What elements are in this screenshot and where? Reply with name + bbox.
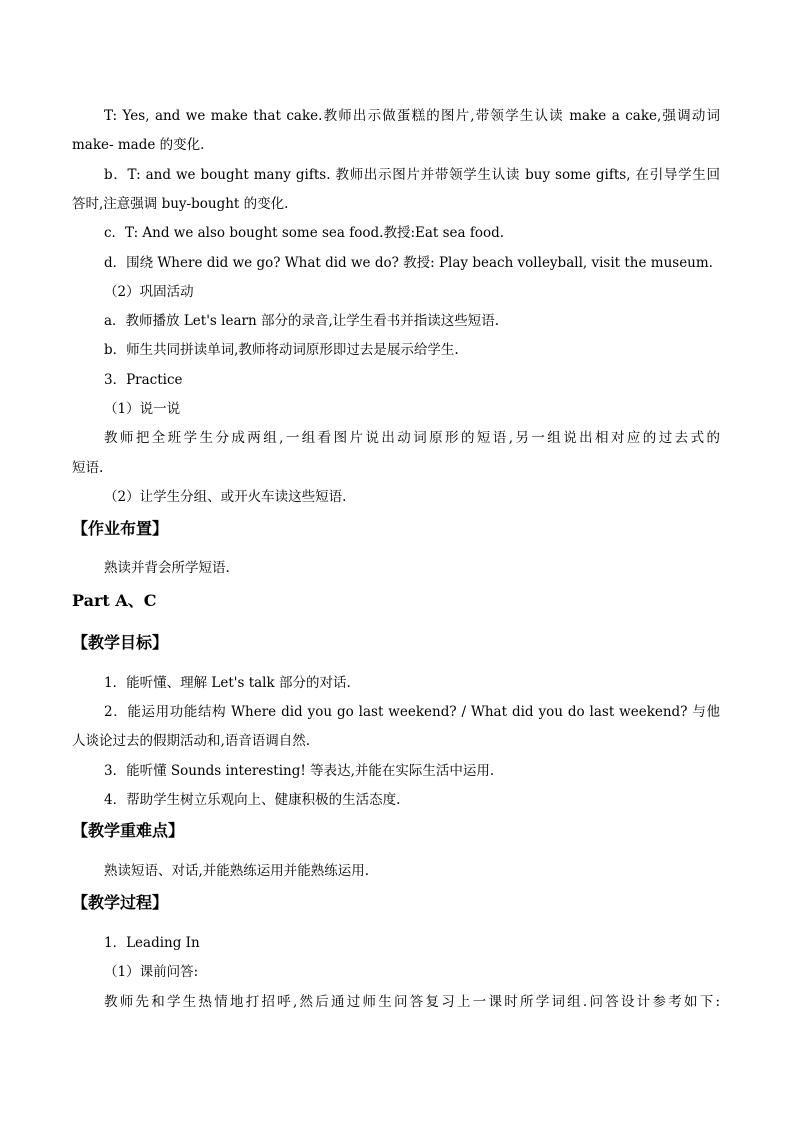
paragraph-line: 熟读短语、对话,并能熟练运用并能熟练运用.: [104, 863, 370, 879]
subsection-label: （1）课前问答:: [104, 964, 199, 980]
list-item: 3．能听懂 Sounds interesting! 等表达,并能在实际生活中运用.: [104, 763, 495, 779]
section-label: 3．Practice: [104, 372, 183, 388]
subsection-label: （2）巩固活动: [104, 284, 194, 300]
paragraph-line: 教师先和学生热情地打招呼,然后通过师生问答复习上一课时所学词组.问答设计参考如下:: [104, 994, 720, 1010]
paragraph-line: 熟读并背会所学短语.: [104, 560, 230, 576]
paragraph-line: make- made 的变化.: [72, 137, 205, 153]
section-heading: 【教学过程】: [72, 893, 169, 912]
paragraph-line: 教师把全班学生分成两组,一组看图片说出动词原形的短语,另一组说出相对应的过去式的: [104, 430, 720, 446]
subsection-label: （2）让学生分组、或开火车读这些短语.: [104, 489, 347, 505]
paragraph-line: 短语.: [72, 460, 104, 476]
section-heading: 【教学目标】: [72, 633, 169, 652]
section-label: 1．Leading In: [104, 935, 200, 951]
paragraph-line: d．围绕 Where did we go? What did we do? 教授: Play beach volleyball, visit the museum.: [104, 255, 713, 271]
paragraph-line: c．T: And we also bought some sea food.教授:Eat sea food.: [104, 225, 505, 241]
part-heading: Part A、C: [72, 591, 157, 610]
section-heading: 【作业布置】: [72, 519, 169, 538]
subsection-label: （1）说一说: [104, 401, 181, 417]
paragraph-line: 答时,注意强调 buy-bought 的变化.: [72, 196, 289, 212]
paragraph-line: b．师生共同拼读单词,教师将动词原形即过去是展示给学生.: [104, 342, 459, 358]
section-heading: 【教学重难点】: [72, 821, 185, 840]
paragraph-line: b．T: and we bought many gifts. 教师出示图片并带领学生认读 buy some gifts, 在引导学生回: [104, 167, 720, 183]
paragraph-line: T: Yes, and we make that cake.教师出示做蛋糕的图片,带领学生认读 make a cake,强调动词: [104, 108, 720, 124]
paragraph-line: 人谈论过去的假期活动和,语音语调自然.: [72, 733, 311, 749]
paragraph-line: a．教师播放 Let's learn 部分的录音,让学生看书并指读这些短语.: [104, 313, 500, 329]
list-item: 4．帮助学生树立乐观向上、健康积极的生活态度.: [104, 792, 401, 808]
list-item: 2．能运用功能结构 Where did you go last weekend? / What did you do last weekend? 与他: [104, 704, 720, 720]
list-item: 1．能听懂、理解 Let's talk 部分的对话.: [104, 675, 351, 691]
